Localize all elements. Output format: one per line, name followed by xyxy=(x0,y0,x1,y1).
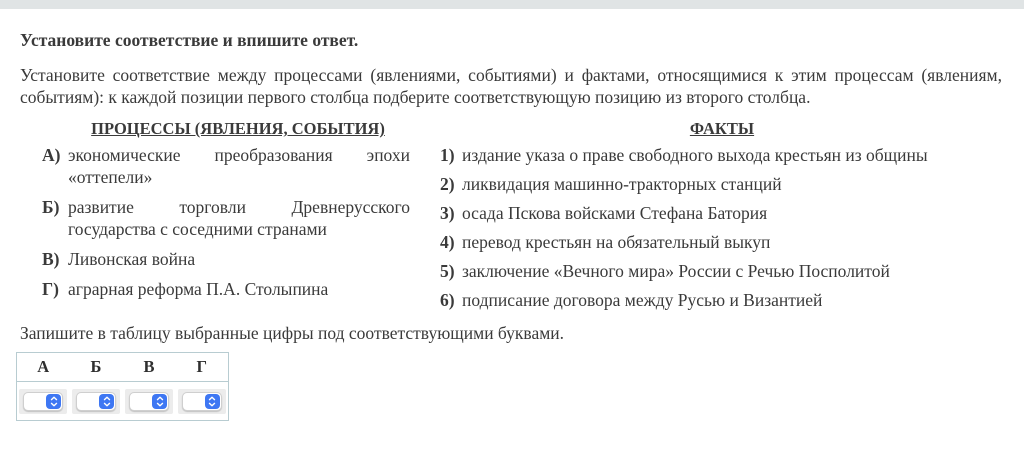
write-note: Запишите в таблицу выбранные цифры под соответствующими буквами. xyxy=(20,323,565,343)
process-item-b xyxy=(20,196,410,240)
answer-select-a[interactable] xyxy=(19,389,67,414)
answer-cell-g xyxy=(176,382,229,421)
fact-item-1 xyxy=(440,144,1004,166)
answer-table xyxy=(16,352,229,421)
fact-item-1-text: издание указа о праве свободного выхода крестьян из общины xyxy=(462,145,928,165)
fact-item-6-text: подписание договора между Русью и Византией xyxy=(462,290,823,310)
process-item-b-text: развитие торговли Древнерусского государства с соседними странами xyxy=(68,197,410,239)
fact-item-6-label: 6) xyxy=(440,290,455,310)
fact-item-5-text: заключение «Вечного мира» России с Речью Посполитой xyxy=(462,261,890,281)
process-item-v-text: Ливонская война xyxy=(68,249,196,269)
task-instructions: Установите соответствие между процессами (явлениями, событиями) и фактами, относящимися к этим процессам (явлениям, событиям): к каждой позиции первого столбца подберите соответствующую позицию из второго столбца. xyxy=(20,65,1002,107)
process-item-b-label: Б) xyxy=(42,197,60,217)
select-up-down-icon xyxy=(99,394,114,409)
process-item-g xyxy=(20,278,410,300)
process-item-a xyxy=(20,144,410,188)
select-up-down-icon xyxy=(205,394,220,409)
answer-select-v[interactable] xyxy=(125,389,173,414)
answer-select-b-field xyxy=(76,392,116,411)
answer-cell-a xyxy=(17,382,70,421)
answer-header-v: В xyxy=(143,357,155,376)
answer-table-select-row xyxy=(17,382,229,421)
fact-item-3-label: 3) xyxy=(440,203,455,223)
fact-item-5 xyxy=(440,260,1004,282)
matching-columns xyxy=(20,118,1002,318)
task-title: Установите соответствие и впишите ответ. xyxy=(20,30,359,50)
task-content xyxy=(0,29,1024,421)
answer-select-b[interactable] xyxy=(72,389,120,414)
process-item-v-label: В) xyxy=(42,249,60,269)
processes-column xyxy=(20,118,410,318)
answer-select-a-field xyxy=(23,392,63,411)
process-item-a-label: А) xyxy=(42,145,61,165)
select-up-down-icon xyxy=(152,394,167,409)
processes-column-header: ПРОЦЕССЫ (ЯВЛЕНИЯ, СОБЫТИЯ) xyxy=(91,119,385,138)
fact-item-2 xyxy=(440,173,1004,195)
fact-item-4-text: перевод крестьян на обязательный выкуп xyxy=(462,232,771,252)
fact-item-4-label: 4) xyxy=(440,232,455,252)
answer-header-a: А xyxy=(37,357,50,376)
answer-select-v-field xyxy=(129,392,169,411)
process-item-g-text: аграрная реформа П.А. Столыпина xyxy=(68,279,329,299)
fact-item-1-label: 1) xyxy=(440,145,455,165)
select-up-down-icon xyxy=(46,394,61,409)
fact-item-6 xyxy=(440,289,1004,311)
process-item-g-label: Г) xyxy=(42,279,59,299)
process-item-a-text: экономические преобразования эпохи «оттепели» xyxy=(68,145,410,187)
facts-column xyxy=(440,118,1004,318)
answer-table-header-row xyxy=(17,353,229,382)
fact-item-3-text: осада Пскова войсками Стефана Батория xyxy=(462,203,768,223)
answer-header-b: Б xyxy=(90,357,102,376)
top-strip xyxy=(0,0,1024,9)
fact-item-3 xyxy=(440,202,1004,224)
facts-column-header: ФАКТЫ xyxy=(689,119,755,138)
fact-item-2-label: 2) xyxy=(440,174,455,194)
answer-select-g-field xyxy=(182,392,222,411)
fact-item-2-text: ликвидация машинно-тракторных станций xyxy=(462,174,782,194)
answer-cell-v xyxy=(123,382,176,421)
process-item-v xyxy=(20,248,410,270)
answer-select-g[interactable] xyxy=(178,389,226,414)
answer-header-g: Г xyxy=(196,357,207,376)
fact-item-4 xyxy=(440,231,1004,253)
answer-cell-b xyxy=(70,382,123,421)
fact-item-5-label: 5) xyxy=(440,261,455,281)
